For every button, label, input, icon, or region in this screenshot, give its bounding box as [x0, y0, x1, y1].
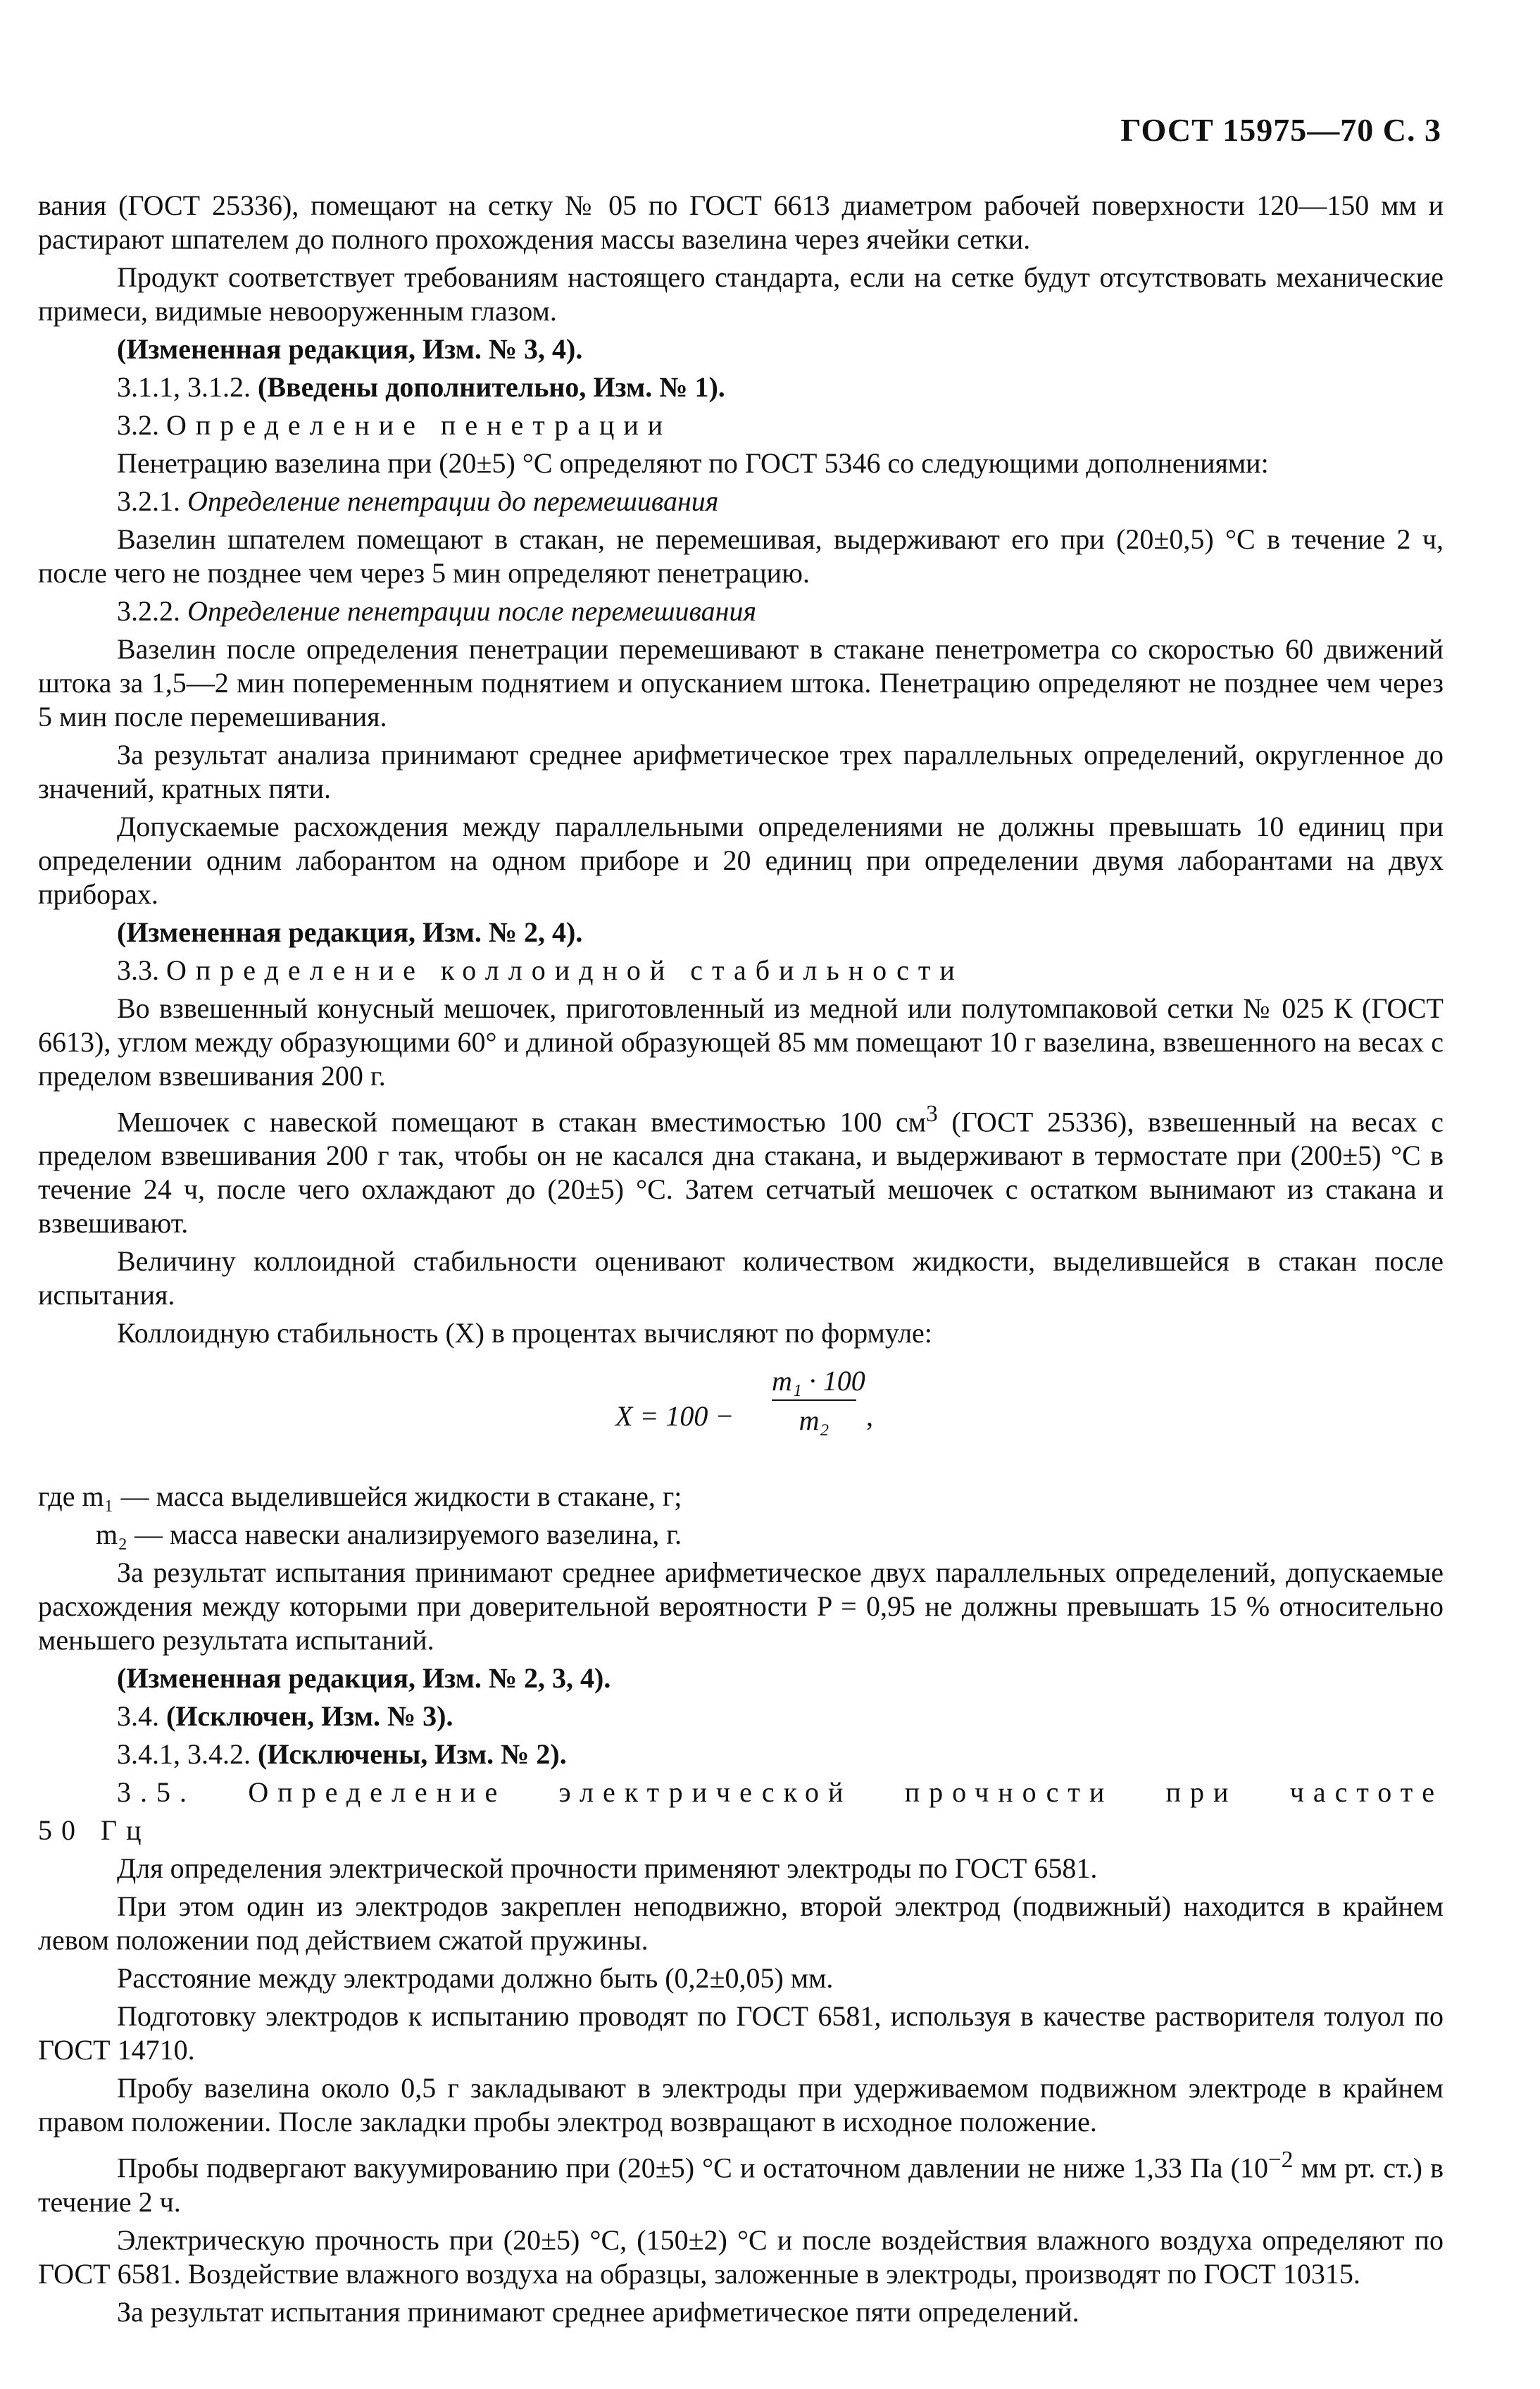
paragraph: Подготовку электродов к испытанию проводят по ГОСТ 6581, используя в качестве растворителя толуол по ГОСТ 14710.: [38, 2000, 1444, 2066]
superscript: −2: [1267, 2147, 1294, 2173]
formula-numerator: m₁ · 100: [772, 1365, 865, 1397]
paragraph: [38, 2143, 1444, 2219]
clause-number: 3.3.: [117, 954, 159, 986]
text-run: мм рт. ст.) в течение 2 ч.: [38, 2152, 1444, 2218]
paragraph: Расстояние между электродами должно быть (0,2±0,05) мм.: [117, 1962, 834, 1995]
clause-number: 3.4.1, 3.4.2.: [117, 1738, 251, 1771]
amendment-note: (Введены дополнительно, Изм. № 1).: [258, 371, 725, 403]
paragraph: Пробу вазелина около 0,5 г закладывают в электроды при удерживаемом подвижном электроде в крайнем правом положении. После закладки пробы электрод возвращают в исходное положение.: [38, 2072, 1444, 2138]
paragraph: За результат анализа принимают среднее арифметическое трех параллельных определений, округленное до значений, кратных пяти.: [38, 739, 1444, 804]
text-run: (ГОСТ 25336), взвешенный на весах с пределом взвешивания 200 г так, чтобы он не касался дна стакана, и выдерживают в термостате при (200±5) °С в течение 24 ч, после чего охлаждают до (20±5) °С. Затем сетчатый мешочек с остатком вынимают из стакана и взвешивают.: [38, 1106, 1444, 1240]
paragraph: Величину коллоидной стабильности оценивают количеством жидкости, выделившейся в стакан после испытания.: [38, 1245, 1444, 1311]
clause-number: 3.2.2.: [117, 595, 180, 627]
formula-legend: где m₁ — масса выделившейся жидкости в стакане, г;: [38, 1480, 682, 1513]
paragraph: Во взвешенный конусный мешочек, приготовленный из медной или полутомпаковой сетки № 025 К (ГОСТ 6613), углом между образующими 60° и длиной образующей 85 мм помещают 10 г вазелина, взвешенного на весах с пределом взвешивания 200 г.: [38, 992, 1444, 1092]
clause-number: 3.2.: [117, 409, 159, 441]
formula-denominator: m₂: [799, 1404, 830, 1437]
document-body: [38, 189, 1444, 2333]
paragraph: За результат испытания принимают среднее арифметическое двух параллельных определений, допускаемые расхождения между которыми при доверительной вероятности P = 0,95 не должны превышать 15 % относительно меньшего результата испытаний.: [38, 1557, 1444, 1657]
text-run: Мешочек с навеской помещают в стакан вместимостью 100 см: [117, 1106, 927, 1138]
text-run: Пробы подвергают вакуумированию при (20±5) °С и остаточном давлении не ниже 1,33 Па (10: [117, 2152, 1268, 2184]
subsection-title: Определение пенетрации до перемешивания: [187, 485, 719, 517]
paragraph: [38, 1738, 1444, 1771]
paragraph: За результат испытания принимают среднее арифметическое пяти определений.: [117, 2295, 1079, 2328]
amendment-note: (Измененная редакция, Изм. № 3, 4).: [117, 333, 583, 365]
subsection-heading: [38, 594, 1444, 628]
amendment-note: (Измененная редакция, Изм. № 2, 3, 4).: [117, 1662, 611, 1695]
clause-number: 3.1.1, 3.1.2.: [117, 371, 251, 403]
section-heading: [38, 954, 1444, 987]
amendment-note: (Измененная редакция, Изм. № 2, 4).: [117, 916, 583, 948]
section-title: Определение коллоидной стабильности: [166, 954, 964, 986]
paragraph: [38, 1097, 1444, 1240]
clause-number: 3.2.1.: [117, 485, 180, 517]
section-heading: [38, 408, 1444, 442]
paragraph: [38, 370, 1444, 404]
paragraph: Вазелин шпателем помещают в стакан, не перемешивая, выдерживают его при (20±0,5) °С в течение 2 ч, после чего не позднее чем через 5 мин определяют пенетрацию.: [38, 523, 1444, 589]
amendment-note: (Исключен, Изм. № 3).: [166, 1700, 453, 1733]
section-title: Определение пенетрации: [166, 409, 672, 441]
section-heading: 50 Гц: [38, 1814, 151, 1847]
formula-legend: m₂ — масса навески анализируемого вазелина, г.: [96, 1518, 682, 1551]
paragraph: [38, 1699, 1444, 1733]
page-header: ГОСТ 15975—70 С. 3: [1120, 112, 1441, 148]
section-heading: 3.5. Определение электрической прочности при частоте: [117, 1776, 1444, 1809]
subsection-heading: [38, 485, 1444, 518]
formula-comma: ,: [866, 1400, 873, 1433]
paragraph: Продукт соответствует требованиям настоящего стандарта, если на сетке будут отсутствовать механические примеси, видимые невооруженным глазом.: [38, 261, 1444, 327]
formula-block: [38, 1364, 1444, 1468]
fraction-bar: [772, 1399, 856, 1401]
paragraph: Для определения электрической прочности применяют электроды по ГОСТ 6581.: [117, 1852, 1098, 1885]
paragraph: вания (ГОСТ 25336), помещают на сетку № 05 по ГОСТ 6613 диаметром рабочей поверхности 120—150 мм и растирают шпателем до полного прохождения массы вазелина через ячейки сетки.: [38, 189, 1444, 255]
paragraph: Пенетрацию вазелина при (20±5) °С определяют по ГОСТ 5346 со следующими дополнениями:: [117, 447, 1269, 479]
paragraph: Допускаемые расхождения между параллельными определениями не должны превышать 10 единиц при определении одним лаборантом на одном приборе и 20 единиц при определении двумя лаборантами на двух приборах.: [38, 811, 1444, 910]
superscript: 3: [926, 1101, 938, 1127]
formula-lhs: X = 100 −: [615, 1400, 734, 1433]
paragraph: Коллоидную стабильность (X) в процентах вычисляют по формуле:: [117, 1317, 932, 1349]
formula-fraction: [772, 1364, 865, 1437]
paragraph: Электрическую прочность при (20±5) °С, (150±2) °С и после воздействия влажного воздуха определяют по ГОСТ 6581. Воздействие влажного воздуха на образцы, заложенные в электроды, производят по ГОСТ 10315.: [38, 2223, 1444, 2290]
subsection-title: Определение пенетрации после перемешивания: [187, 595, 757, 627]
clause-number: 3.4.: [117, 1700, 159, 1733]
paragraph: При этом один из электродов закреплен неподвижно, второй электрод (подвижный) находится в крайнем левом положении под действием сжатой пружины.: [38, 1890, 1444, 1957]
paragraph: Вазелин после определения пенетрации перемешивают в стакане пенетрометра со скоростью 60 движений штока за 1,5—2 мин попеременным поднятием и опусканием штока. Пенетрацию определяют не позднее чем через 5 мин после перемешивания.: [38, 633, 1444, 732]
amendment-note: (Исключены, Изм. № 2).: [258, 1738, 567, 1771]
